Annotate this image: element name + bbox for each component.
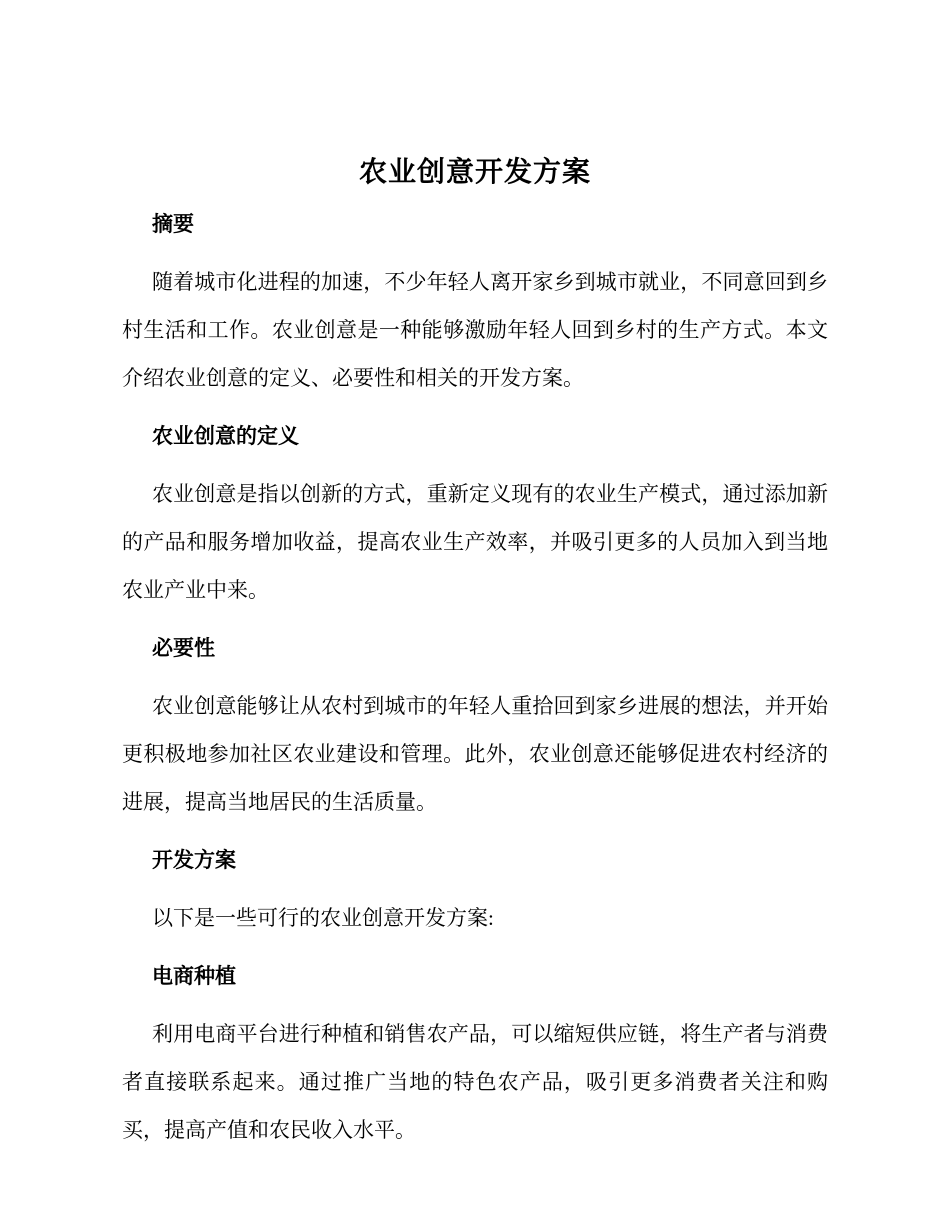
section-heading-necessity: 必要性	[152, 637, 215, 660]
paragraph: 农业创意能够让从农村到城市的年轻人重拾回到家乡进展的想法，并开始更积极地参加社区农业建设和管理。此外，农业创意还能够促进农村经济的进展，提高当地居民的生活质量。	[122, 694, 828, 814]
section-heading-development-plan: 开发方案	[152, 849, 236, 872]
document-title: 农业创意开发方案	[358, 156, 591, 187]
section-heading-definition: 农业创意的定义	[152, 425, 299, 448]
section-heading-ecommerce-planting: 电商种植	[152, 965, 236, 988]
paragraph: 农业创意是指以创新的方式，重新定义现有的农业生产模式，通过添加新的产品和服务增加收益，提高农业生产效率，并吸引更多的人员加入到当地农业产业中来。	[122, 482, 828, 602]
section-heading-abstract: 摘要	[152, 213, 194, 236]
paragraph: 随着城市化进程的加速，不少年轻人离开家乡到城市就业，不同意回到乡村生活和工作。农业创意是一种能够激励年轻人回到乡村的生产方式。本文介绍农业创意的定义、必要性和相关的开发方案。	[122, 270, 828, 390]
paragraph: 以下是一些可行的农业创意开发方案:	[152, 906, 494, 930]
paragraph: 利用电商平台进行种植和销售农产品，可以缩短供应链，将生产者与消费者直接联系起来。通过推广当地的特色农产品，吸引更多消费者关注和购买，提高产值和农民收入水平。	[122, 1022, 828, 1142]
